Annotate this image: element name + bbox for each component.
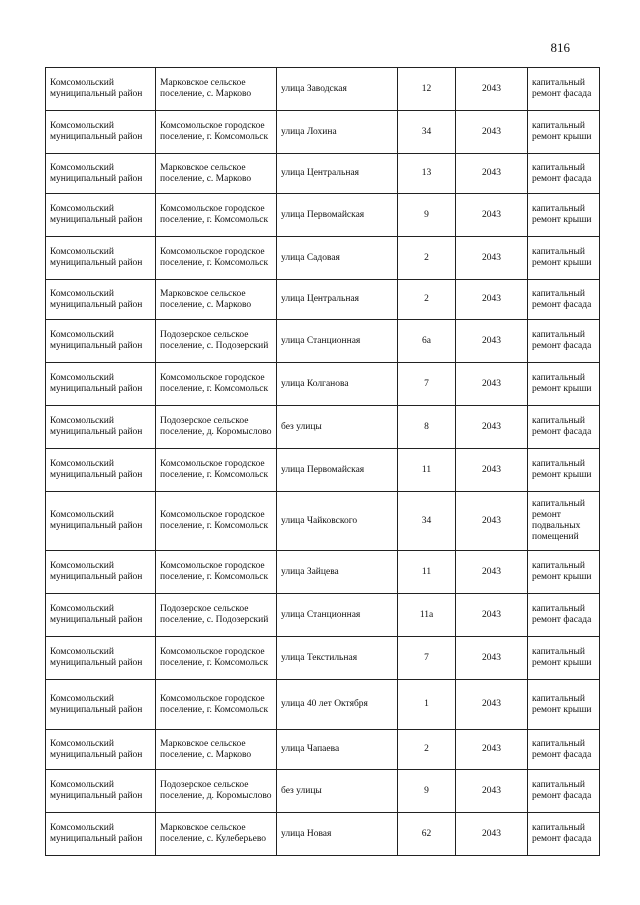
house-number-cell: 2: [398, 237, 456, 280]
year-cell: 2043: [456, 68, 528, 111]
house-number-cell: 9: [398, 194, 456, 237]
settlement-cell: Комсомольское городское поселение, г. Комсомольск: [156, 637, 277, 680]
year-cell: 2043: [456, 680, 528, 730]
settlement-cell: Комсомольское городское поселение, г. Комсомольск: [156, 111, 277, 154]
year-cell: 2043: [456, 492, 528, 551]
year-cell: 2043: [456, 363, 528, 406]
house-number-cell: 2: [398, 280, 456, 320]
district-cell: Комсомольский муниципальный район: [46, 551, 156, 594]
house-number-cell: 62: [398, 813, 456, 856]
table-row: [46, 492, 600, 551]
settlement-cell: Марковское сельское поселение, с. Марково: [156, 730, 277, 770]
house-number-cell: 7: [398, 363, 456, 406]
table-row: [46, 449, 600, 492]
settlement-cell: Комсомольское городское поселение, г. Комсомольск: [156, 237, 277, 280]
year-cell: 2043: [456, 594, 528, 637]
housing-repair-table: [45, 67, 600, 856]
year-cell: 2043: [456, 637, 528, 680]
settlement-cell: Комсомольское городское поселение, г. Комсомольск: [156, 363, 277, 406]
table-row: [46, 320, 600, 363]
year-cell: 2043: [456, 320, 528, 363]
house-number-cell: 11: [398, 551, 456, 594]
house-number-cell: 34: [398, 111, 456, 154]
work-type-cell: капитальный ремонт подвальных помещений: [528, 492, 600, 551]
work-type-cell: капитальный ремонт фасада: [528, 594, 600, 637]
district-cell: Комсомольский муниципальный район: [46, 449, 156, 492]
table-row: [46, 363, 600, 406]
year-cell: 2043: [456, 449, 528, 492]
settlement-cell: Комсомольское городское поселение, г. Комсомольск: [156, 680, 277, 730]
house-number-cell: 11а: [398, 594, 456, 637]
work-type-cell: капитальный ремонт крыши: [528, 449, 600, 492]
work-type-cell: капитальный ремонт крыши: [528, 111, 600, 154]
street-cell: улица Колганова: [277, 363, 398, 406]
work-type-cell: капитальный ремонт фасада: [528, 730, 600, 770]
table-row: [46, 154, 600, 194]
table-row: [46, 111, 600, 154]
district-cell: Комсомольский муниципальный район: [46, 680, 156, 730]
settlement-cell: Комсомольское городское поселение, г. Комсомольск: [156, 194, 277, 237]
settlement-cell: Комсомольское городское поселение, г. Комсомольск: [156, 551, 277, 594]
table-row: [46, 813, 600, 856]
table-row: [46, 68, 600, 111]
work-type-cell: капитальный ремонт крыши: [528, 680, 600, 730]
year-cell: 2043: [456, 730, 528, 770]
table-row: [46, 280, 600, 320]
work-type-cell: капитальный ремонт фасада: [528, 320, 600, 363]
table-row: [46, 594, 600, 637]
district-cell: Комсомольский муниципальный район: [46, 154, 156, 194]
street-cell: улица Новая: [277, 813, 398, 856]
page-number: 816: [550, 40, 570, 55]
district-cell: Комсомольский муниципальный район: [46, 594, 156, 637]
year-cell: 2043: [456, 551, 528, 594]
work-type-cell: капитальный ремонт фасада: [528, 280, 600, 320]
street-cell: улица Текстильная: [277, 637, 398, 680]
work-type-cell: капитальный ремонт крыши: [528, 194, 600, 237]
street-cell: улица Чапаева: [277, 730, 398, 770]
street-cell: улица Заводская: [277, 68, 398, 111]
street-cell: улица 40 лет Октября: [277, 680, 398, 730]
district-cell: Комсомольский муниципальный район: [46, 320, 156, 363]
work-type-cell: капитальный ремонт крыши: [528, 237, 600, 280]
district-cell: Комсомольский муниципальный район: [46, 111, 156, 154]
house-number-cell: 6а: [398, 320, 456, 363]
district-cell: Комсомольский муниципальный район: [46, 68, 156, 111]
table-row: [46, 551, 600, 594]
house-number-cell: 11: [398, 449, 456, 492]
table-row: [46, 730, 600, 770]
street-cell: улица Первомайская: [277, 449, 398, 492]
year-cell: 2043: [456, 813, 528, 856]
house-number-cell: 34: [398, 492, 456, 551]
house-number-cell: 2: [398, 730, 456, 770]
table-row: [46, 637, 600, 680]
table-row: [46, 680, 600, 730]
table-row: [46, 770, 600, 813]
district-cell: Комсомольский муниципальный район: [46, 194, 156, 237]
settlement-cell: Марковское сельское поселение, с. Марково: [156, 280, 277, 320]
year-cell: 2043: [456, 154, 528, 194]
street-cell: без улицы: [277, 406, 398, 449]
district-cell: Комсомольский муниципальный район: [46, 492, 156, 551]
district-cell: Комсомольский муниципальный район: [46, 770, 156, 813]
work-type-cell: капитальный ремонт крыши: [528, 551, 600, 594]
work-type-cell: капитальный ремонт фасада: [528, 813, 600, 856]
house-number-cell: 9: [398, 770, 456, 813]
settlement-cell: Подозерское сельское поселение, с. Подозерский: [156, 320, 277, 363]
district-cell: Комсомольский муниципальный район: [46, 406, 156, 449]
house-number-cell: 7: [398, 637, 456, 680]
house-number-cell: 13: [398, 154, 456, 194]
year-cell: 2043: [456, 280, 528, 320]
year-cell: 2043: [456, 194, 528, 237]
street-cell: улица Чайковского: [277, 492, 398, 551]
year-cell: 2043: [456, 237, 528, 280]
district-cell: Комсомольский муниципальный район: [46, 280, 156, 320]
street-cell: улица Станционная: [277, 320, 398, 363]
settlement-cell: Марковское сельское поселение, с. Марково: [156, 154, 277, 194]
work-type-cell: капитальный ремонт фасада: [528, 68, 600, 111]
table-row: [46, 406, 600, 449]
street-cell: улица Зайцева: [277, 551, 398, 594]
settlement-cell: Подозерское сельское поселение, д. Коромыслово: [156, 770, 277, 813]
district-cell: Комсомольский муниципальный район: [46, 637, 156, 680]
house-number-cell: 12: [398, 68, 456, 111]
year-cell: 2043: [456, 406, 528, 449]
settlement-cell: Подозерское сельское поселение, с. Подозерский: [156, 594, 277, 637]
work-type-cell: капитальный ремонт крыши: [528, 363, 600, 406]
street-cell: улица Лохина: [277, 111, 398, 154]
street-cell: без улицы: [277, 770, 398, 813]
district-cell: Комсомольский муниципальный район: [46, 730, 156, 770]
street-cell: улица Центральная: [277, 154, 398, 194]
year-cell: 2043: [456, 111, 528, 154]
house-number-cell: 8: [398, 406, 456, 449]
house-number-cell: 1: [398, 680, 456, 730]
settlement-cell: Комсомольское городское поселение, г. Комсомольск: [156, 449, 277, 492]
work-type-cell: капитальный ремонт фасада: [528, 770, 600, 813]
settlement-cell: Марковское сельское поселение, с. Марково: [156, 68, 277, 111]
district-cell: Комсомольский муниципальный район: [46, 363, 156, 406]
settlement-cell: Подозерское сельское поселение, д. Коромыслово: [156, 406, 277, 449]
settlement-cell: Комсомольское городское поселение, г. Комсомольск: [156, 492, 277, 551]
settlement-cell: Марковское сельское поселение, с. Кулеберьево: [156, 813, 277, 856]
table-row: [46, 194, 600, 237]
street-cell: улица Центральная: [277, 280, 398, 320]
district-cell: Комсомольский муниципальный район: [46, 237, 156, 280]
street-cell: улица Станционная: [277, 594, 398, 637]
street-cell: улица Садовая: [277, 237, 398, 280]
district-cell: Комсомольский муниципальный район: [46, 813, 156, 856]
table-row: [46, 237, 600, 280]
work-type-cell: капитальный ремонт фасада: [528, 154, 600, 194]
work-type-cell: капитальный ремонт фасада: [528, 406, 600, 449]
street-cell: улица Первомайская: [277, 194, 398, 237]
work-type-cell: капитальный ремонт крыши: [528, 637, 600, 680]
year-cell: 2043: [456, 770, 528, 813]
